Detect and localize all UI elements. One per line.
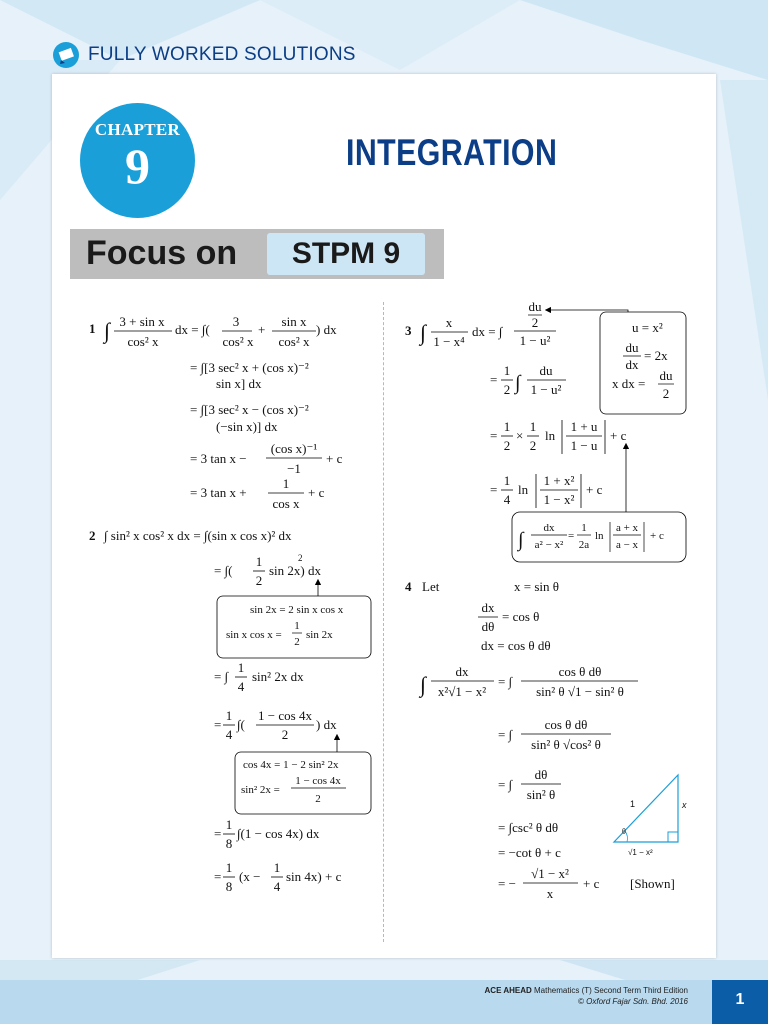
q2-line2-den: 2: [255, 573, 263, 588]
q3-dx-eq: dx = ∫: [472, 324, 503, 339]
q3-box-du2: du: [659, 368, 673, 383]
q2-line6-den: 8: [225, 879, 233, 894]
q1-line2: = ∫[3 sec² x + (cos x)⁻²: [190, 360, 309, 375]
footer-book-title: Mathematics (T) Second Term Third Edition: [534, 986, 688, 995]
right-triangle-diagram: [614, 775, 687, 857]
q3-box-xdx: x dx =: [612, 376, 646, 391]
chapter-number: 9: [125, 138, 150, 194]
q4-line2-b: = cos θ: [502, 609, 540, 624]
q3-fbox-c: + c: [650, 530, 664, 542]
q3-line2-a: =: [490, 372, 498, 387]
q3-line3-num: 1: [503, 419, 511, 434]
footer-copyright: © Oxford Fajar Sdn. Bhd. 2016: [578, 997, 688, 1006]
q3-line3-ln: ln: [545, 428, 556, 443]
q2-line5-a: =: [214, 826, 222, 841]
question-2: [89, 528, 371, 894]
q3-box-eq: = 2x: [644, 348, 668, 363]
q2-line2-c: dx: [308, 563, 321, 578]
q3-line4-num: 1: [503, 473, 511, 488]
q4-line4-num: dx: [455, 664, 469, 679]
q4-line7: = ∫csc² θ dθ: [498, 820, 559, 835]
q3-line2-num2: du: [539, 363, 553, 378]
footer-book-line: [485, 986, 688, 995]
q1-line1-end: ) dx: [316, 322, 337, 337]
q4-line5-num: cos θ dθ: [544, 717, 588, 732]
q1-plus: +: [258, 322, 266, 337]
q1-numerator: 3 + sin x: [119, 314, 165, 329]
q1-line7-a: = 3 tan x +: [190, 485, 247, 500]
q1-line7-den: cos x: [272, 496, 300, 511]
q4-line6-num: dθ: [534, 767, 548, 782]
question-4: [405, 579, 687, 901]
question-3: [405, 299, 686, 562]
q2-line5-den: 8: [225, 836, 233, 851]
q3-line3-den: 2: [503, 438, 511, 453]
q2-line6-num2: 1: [273, 860, 281, 875]
q2-line2-num: 1: [255, 554, 263, 569]
q2-box2-den: 2: [315, 793, 321, 805]
q4-shown: [Shown]: [630, 876, 675, 891]
q4-line5-a: = ∫: [498, 727, 513, 742]
q2-box1-num: 1: [294, 620, 300, 632]
q3-numerator: x: [445, 315, 453, 330]
q3-box-du: du: [625, 340, 639, 355]
q3-line4-den3: 1 − x²: [543, 492, 575, 507]
q4-line6-den: sin² θ: [526, 787, 556, 802]
q4-line9-c: + c: [583, 876, 600, 891]
q2-line1: ∫ sin² x cos² x dx = ∫(sin x cos x)² dx: [104, 528, 292, 543]
q4-line4-den2: sin² θ √1 − sin² θ: [536, 684, 624, 699]
q4-line4-int: ∫: [420, 672, 427, 697]
q4-line9-a: = −: [498, 876, 516, 891]
q4-let: Let: [422, 579, 440, 594]
q3-number: 3: [405, 323, 412, 338]
q3-line4-c: + c: [586, 482, 603, 497]
q3-du: du: [528, 299, 542, 314]
q3-box-u: u = x²: [632, 320, 663, 335]
q3-fbox-num: dx: [543, 522, 555, 534]
q2-line6-b: (x −: [239, 869, 261, 884]
triangle-adjacent-label: √1 − x²: [628, 848, 653, 857]
page-number: 1: [712, 980, 768, 1024]
chapter-title: INTEGRATION: [346, 132, 558, 173]
q1-number: 1: [89, 321, 96, 336]
q3-line4-a: =: [490, 482, 498, 497]
q2-line6-den2: 4: [273, 879, 281, 894]
focus-badge: STPM 9: [267, 233, 425, 275]
q3-den-u: 1 − u²: [519, 333, 551, 348]
q3-fbox-eq: =: [568, 530, 575, 542]
q1-frac2-num: sin x: [281, 314, 307, 329]
question-1: [89, 314, 343, 511]
q2-line4-num2: 1 − cos 4x: [258, 708, 312, 723]
q4-line8: = −cot θ + c: [498, 845, 561, 860]
q3-integral-sign: ∫: [420, 320, 427, 345]
section-header-title: FULLY WORKED SOLUTIONS: [88, 44, 356, 65]
triangle-angle-label: θ: [622, 827, 626, 836]
q2-line3-a: = ∫: [214, 669, 229, 684]
q2-box2-line1: cos 4x = 1 − 2 sin² 2x: [243, 759, 339, 771]
q3-fbox-ln: ln: [595, 530, 604, 542]
q2-box2-line2: sin² 2x =: [241, 784, 280, 796]
q2-line4-c: ) dx: [316, 717, 337, 732]
q2-box1-tail: sin 2x: [306, 629, 333, 641]
page-footer: [0, 980, 768, 1024]
q3-line2-den: 2: [503, 382, 511, 397]
q1-line6-num: (cos x)⁻¹: [270, 441, 318, 456]
q4-line4-num2: cos θ dθ: [558, 664, 602, 679]
q1-frac2-den: cos² x: [278, 334, 310, 349]
q4-line5-den: sin² θ √cos² θ: [531, 737, 601, 752]
q1-denominator: cos² x: [127, 334, 159, 349]
q3-line3-num3: 1 + u: [570, 419, 598, 434]
chapter-label: CHAPTER: [94, 120, 181, 139]
q1-frac1-den: cos² x: [222, 334, 254, 349]
q2-line4-den2: 2: [281, 727, 289, 742]
q4-line2-den: dθ: [481, 619, 495, 634]
q3-line2-num: 1: [503, 363, 511, 378]
q3-line3-den2: 2: [529, 438, 537, 453]
q4-number: 4: [405, 579, 412, 594]
q3-line4-ln: ln: [518, 482, 529, 497]
q4-line9-den: x: [546, 886, 554, 901]
q2-line2-b: sin 2x): [269, 563, 305, 578]
q1-line6-c: + c: [326, 451, 343, 466]
q1-integral-sign: ∫: [104, 318, 111, 343]
q2-box1-line2: sin x cos x =: [226, 629, 282, 641]
q1-line6-a: = 3 tan x −: [190, 451, 247, 466]
q2-line4-b: ∫(: [237, 717, 245, 732]
q4-line1: x = sin θ: [514, 579, 559, 594]
q2-line4-num: 1: [225, 708, 233, 723]
q1-line6-den: −1: [287, 461, 301, 476]
q3-fbox-int: ∫: [518, 529, 524, 551]
q2-box1-line1: sin 2x = 2 sin x cos x: [250, 604, 344, 616]
q2-line3-num: 1: [237, 660, 245, 675]
q4-line9-num: √1 − x²: [531, 866, 569, 881]
q3-fbox-den: a² − x²: [534, 539, 564, 551]
focus-text: Focus on: [86, 234, 238, 272]
q3-line3-den3: 1 − u: [570, 438, 598, 453]
q4-line4-den: x²√1 − x²: [437, 684, 487, 699]
q2-line4-a: =: [214, 717, 222, 732]
q2-line3-den: 4: [237, 679, 245, 694]
q3-fbox-den3: a − x: [615, 539, 639, 551]
footer-book-brand: ACE AHEAD: [484, 986, 532, 995]
q2-line5-b: ∫(1 − cos 4x) dx: [237, 826, 320, 841]
q3-line3-c: + c: [610, 428, 627, 443]
triangle-opposite-label: x: [682, 800, 687, 810]
q1-dx-eq: dx = ∫(: [175, 322, 210, 337]
q2-number: 2: [89, 528, 96, 543]
triangle-hypotenuse-label: 1: [630, 799, 636, 809]
q4-line3: dx = cos θ dθ: [481, 638, 551, 653]
q2-line6-num: 1: [225, 860, 233, 875]
q1-line5: (−sin x)] dx: [216, 419, 278, 434]
q3-two: 2: [531, 315, 539, 330]
q4-line2-num: dx: [481, 600, 495, 615]
q3-line3-num2: 1: [529, 419, 537, 434]
q2-line6-a: =: [214, 869, 222, 884]
q4-line4-eq: = ∫: [498, 674, 513, 689]
q3-line2-den2: 1 − u²: [530, 382, 562, 397]
q2-box2-num: 1 − cos 4x: [295, 775, 341, 787]
q3-box-dx: dx: [625, 357, 639, 372]
q2-line5-num: 1: [225, 817, 233, 832]
q3-line3-times: ×: [516, 428, 524, 443]
q3-line4-num3: 1 + x²: [543, 473, 575, 488]
q2-line4-den: 4: [225, 727, 233, 742]
q4-line6-a: = ∫: [498, 777, 513, 792]
q3-fbox-num2: 1: [581, 522, 587, 534]
q2-line2-sup: 2: [298, 553, 303, 563]
q3-line2-int: ∫: [515, 372, 521, 394]
q1-line7-num: 1: [282, 476, 290, 491]
q3-fbox-den2: 2a: [578, 539, 590, 551]
q3-fbox-num3: a + x: [615, 522, 639, 534]
q1-line3: sin x] dx: [216, 376, 262, 391]
q3-box-two: 2: [662, 386, 670, 401]
q2-line6-c: sin 4x) + c: [286, 869, 342, 884]
q2-box1-den: 2: [294, 636, 300, 648]
q3-denominator: 1 − x⁴: [433, 334, 465, 349]
q1-line4: = ∫[3 sec² x − (cos x)⁻²: [190, 402, 309, 417]
q2-line2-a: = ∫(: [214, 563, 233, 578]
q3-line4-den: 4: [503, 492, 511, 507]
q1-frac1-num: 3: [232, 314, 240, 329]
q3-line3-a: =: [490, 428, 498, 443]
q1-line7-c: + c: [308, 485, 325, 500]
q2-line3-b: sin² 2x dx: [252, 669, 304, 684]
